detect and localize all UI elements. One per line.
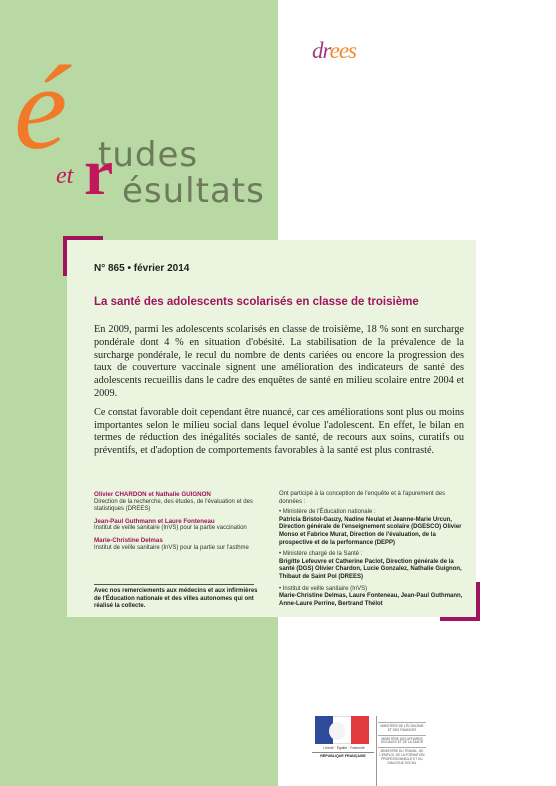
participant-group xyxy=(279,586,469,609)
participants-intro: Ont participé à la conception de l'enquête et à l'apurement des données : xyxy=(279,491,446,505)
author-affiliation: Institut de veille sanitaire (InVS) pour la partie sur l'asthme xyxy=(94,544,249,551)
participants-block xyxy=(279,491,469,612)
authors-block xyxy=(94,491,264,556)
thanks-divider xyxy=(94,584,254,585)
ministry-divider xyxy=(376,716,377,786)
author-name: Jean-Paul Guthmann et Laure Fonteneau xyxy=(94,517,215,525)
author-affiliation: Direction de la recherche, des études, de l'évaluation et des statistiques (DREES) xyxy=(94,498,253,513)
republic-name: RÉPUBLIQUE FRANÇAISE xyxy=(312,752,374,758)
participant-group xyxy=(279,551,469,581)
logo-part-ees: ees xyxy=(329,38,356,63)
corner-mark-bottom-right xyxy=(476,582,480,621)
participant-group xyxy=(279,509,469,547)
corner-mark-top-left-h xyxy=(63,236,103,240)
series-title-et: et xyxy=(56,163,74,189)
logo-part-dr: dr xyxy=(312,38,330,63)
ministry-name: MINISTÈRE DES AFFAIRES SOCIALES ET DE LA SANTÉ xyxy=(378,735,426,748)
marianne-profile-icon xyxy=(329,722,345,740)
summary-paragraph: En 2009, parmi les adolescents scolarisés en classe de troisième, 18 % sont en surcharge pondérale dont 4 % en situation d'obésité. La stabilisation de la prévalence de la surcharge pondérale, le recul du nombre de dents cariées ou encore la progression des taux de couverture vaccinale signent une amélioration des indicateurs de santé des adolescents recueillis dans le cadre des enquêtes de santé en milieu scolaire entre 2004 et 2009. xyxy=(94,324,464,399)
ministry-name: MINISTÈRE DE L'ÉCONOMIE ET DES FINANCES xyxy=(378,722,426,735)
corner-mark-top-left xyxy=(63,236,67,276)
participant-group-people: Brigitte Lefeuvre et Catherine Paclot, Direction générale de la santé (DGS) Olivier Chardon, Lucie Gonzalez, Nathalie Guignon, Thibaut de Saint Pol (DREES) xyxy=(279,558,462,580)
ministries-list xyxy=(378,722,426,767)
article-title: La santé des adolescents scolarisés en classe de troisième xyxy=(94,296,419,308)
issue-number: N° 865 • février 2014 xyxy=(94,263,190,274)
participant-group-people: Marie-Christine Delmas, Laure Fonteneau, Jean-Paul Guthmann, Anne-Laure Perrine, Bertrand Thélot xyxy=(279,593,463,607)
author-affiliation: Institut de veille sanitaire (InVS) pour la partie vaccination xyxy=(94,525,247,532)
republic-motto: Liberté · Égalité · Fraternité xyxy=(323,746,365,750)
participant-group-people: Patricia Bristol-Gauzy, Nadine Neulat et Jeanne-Marie Urcun, Direction générale de l'enseignement scolaire (DGESCO) Olivier Monso et Fabrice Murat, Direction de l'évaluation, de la prospective et de la performance (DEPP) xyxy=(279,516,462,546)
participant-group-head: • Ministère chargé de la Santé : xyxy=(279,551,363,558)
corner-mark-bottom-right-h xyxy=(440,617,480,621)
author-name: Olivier CHARDON et Nathalie GUIGNON xyxy=(94,491,211,498)
author-entry xyxy=(94,518,264,533)
marianne-logo xyxy=(315,716,369,744)
flag-red xyxy=(351,716,369,744)
series-title-initial-e: é xyxy=(14,41,68,174)
series-title-esultats: ésultats xyxy=(122,171,265,211)
summary-text xyxy=(94,324,464,464)
author-name: Marie-Christine Delmas xyxy=(94,536,163,544)
summary-paragraph: Ce constat favorable doit cependant être nuancé, car ces améliorations sont plus ou moins importantes selon le milieu social dans lequel évolue l'adolescent. En effet, le bilan en termes de réduction des inégalités sociales de santé, de recours aux soins, curatifs ou préventifs, et d'adoption de comportements favorables à la santé est plus contrasté. xyxy=(94,406,464,457)
acknowledgements: Avec nos remerciements aux médecins et aux infirmières de l'Éducation nationale et des villes autonomes qui ont réalisé la collecte. xyxy=(94,588,258,610)
author-entry xyxy=(94,491,264,514)
participant-group-head: • Institut de veille sanitaire (InVS) xyxy=(279,585,368,592)
series-title-tudes: tudes xyxy=(98,135,199,175)
drees-logo xyxy=(312,30,372,72)
series-title-initial-r: r xyxy=(84,136,114,209)
participant-group-head: • Ministère de l'Éducation nationale : xyxy=(279,509,376,516)
author-entry xyxy=(94,537,264,552)
ministry-name: MINISTÈRE DU TRAVAIL, DE L'EMPLOI, DE LA FORMATION PROFESSIONNELLE ET DU DIALOGUE SOCIAL xyxy=(378,747,426,767)
